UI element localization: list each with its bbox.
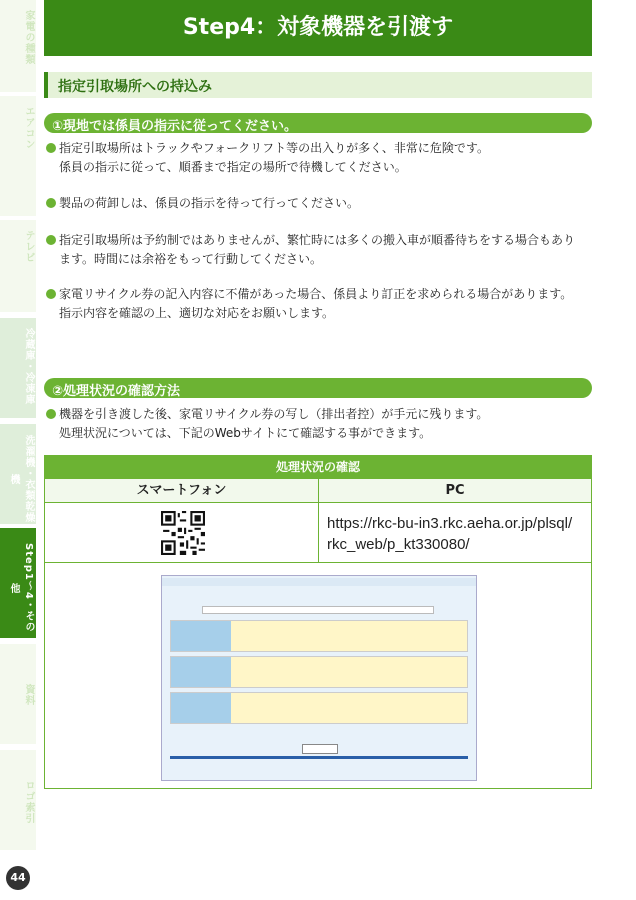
status-url-link[interactable] — [327, 513, 572, 555]
bullet-icon — [46, 235, 56, 245]
bullet-item — [46, 405, 594, 443]
bullet-text: 製品の荷卸しは、係員の指示を待って行ってください。 — [59, 196, 360, 210]
subsection-2-bar — [44, 378, 592, 398]
table-title: 処理状況の確認 — [45, 456, 591, 478]
screenshot-block-label — [171, 657, 231, 687]
status-check-table — [44, 455, 592, 789]
subsection-1-bar — [44, 113, 592, 133]
bullet-text: ます。時間には余裕をもって行動してください。 — [59, 252, 323, 266]
screenshot-block-label — [171, 621, 231, 651]
tab-label: Step1〜4・その他 — [8, 543, 34, 633]
side-tabs — [0, 0, 36, 900]
screenshot-block — [170, 656, 468, 688]
bullet-text: 係員の指示に従って、順番まで指定の場所で待機してください。 — [59, 160, 407, 174]
subsection-1-title: ①現地では係員の指示に従ってください。 — [52, 119, 298, 134]
url-line: rkc_web/p_kt330080/ — [327, 536, 470, 553]
col-pc: PC — [319, 478, 591, 502]
tab-label: 資料 — [23, 684, 34, 706]
tab-kaden[interactable] — [0, 0, 36, 92]
bullet-item — [46, 231, 594, 269]
bullet-text: 指示内容を確認の上、適切な対応をお願いします。 — [59, 306, 335, 320]
website-screenshot — [161, 575, 477, 781]
bullet-item — [46, 139, 594, 177]
page-title: Step4：対象機器を引渡す — [44, 0, 592, 56]
bullet-text: 機器を引き渡した後、家電リサイクル券の写し（排出者控）が手元に残ります。 — [59, 407, 489, 421]
tab-tv[interactable] — [0, 220, 36, 312]
screenshot-block — [170, 620, 468, 652]
bullet-text: 指定引取場所はトラックやフォークリフト等の出入りが多く、非常に危険です。 — [59, 141, 489, 155]
col-smartphone: スマートフォン — [45, 478, 319, 502]
tab-fridge[interactable] — [0, 318, 36, 418]
bullet-text: 家電リサイクル券の記入内容に不備があった場合、係員より訂正を求められる場合があります。 — [59, 287, 573, 301]
qr-code-icon[interactable] — [161, 511, 205, 555]
website-screenshot-cell — [45, 562, 591, 788]
screenshot-button — [302, 744, 338, 754]
tab-washer[interactable] — [0, 424, 36, 524]
section-header — [44, 72, 592, 98]
bullet-icon — [46, 409, 56, 419]
bullet-item — [46, 194, 594, 213]
subsection-2-title: ②処理状況の確認方法 — [52, 384, 181, 399]
qr-cell — [45, 502, 319, 562]
bullet-icon — [46, 289, 56, 299]
bullet-item — [46, 285, 594, 323]
bullet-text: 指定引取場所は予約制ではありませんが、繁忙時には多くの搬入車が順番待ちをする場合もあり — [59, 233, 576, 247]
table-row — [45, 502, 591, 562]
section-title: 指定引取場所への持込み — [58, 79, 212, 95]
page-number: 44 — [6, 866, 30, 890]
screenshot-divider — [170, 756, 468, 759]
tab-aircon[interactable] — [0, 96, 36, 216]
table-header-row — [45, 478, 591, 502]
tab-label: ロゴ索引 — [23, 780, 34, 824]
tab-label: 冷蔵庫・冷凍庫 — [23, 328, 34, 405]
tab-label: エアコン — [23, 106, 34, 150]
screenshot-block-label — [171, 693, 231, 723]
bullet-icon — [46, 143, 56, 153]
screenshot-header — [162, 578, 476, 586]
bullet-icon — [46, 198, 56, 208]
tab-label: 家電の種類 — [23, 10, 34, 65]
url-cell — [319, 502, 591, 562]
screenshot-block — [170, 692, 468, 724]
tab-label: テレビ — [23, 230, 34, 263]
tab-shiryo[interactable] — [0, 644, 36, 744]
tab-label: 洗濯機・衣類乾燥機 — [8, 435, 34, 523]
bullet-text: 処理状況については、下記のWebサイトにて確認する事ができます。 — [59, 426, 432, 440]
url-line: https://rkc-bu-in3.rkc.aeha.or.jp/plsql/ — [327, 515, 573, 532]
tab-step[interactable] — [0, 528, 36, 638]
tab-logo[interactable] — [0, 750, 36, 850]
screenshot-search-row — [202, 606, 434, 614]
